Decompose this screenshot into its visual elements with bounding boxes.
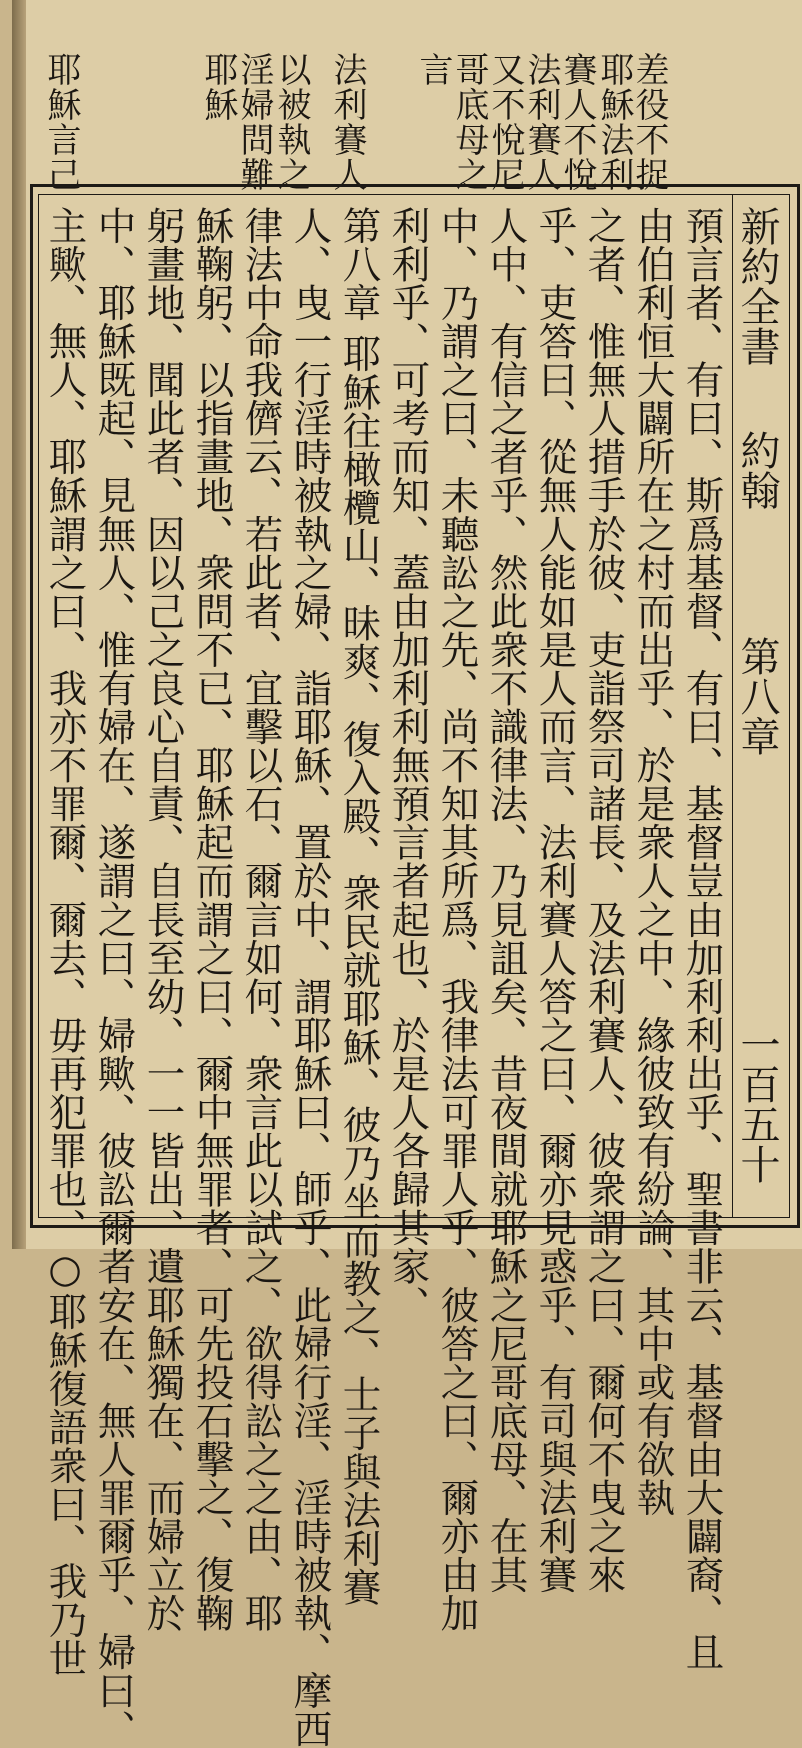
margin-note: 耶穌言己 — [41, 52, 81, 192]
page-number: 一百五十 — [734, 1024, 780, 1184]
text-column: 人、曳一行淫時被執之婦、詣耶穌、置於中、謂耶穌曰、師乎、此婦行淫、淫時被執、摩西 — [287, 206, 333, 1748]
text-column: 預言者、有曰、斯爲基督、有曰、基督豈由加利利出乎、聖書非云、基督由大闢裔、且 — [679, 206, 725, 1671]
text-column: 主歟、無人、耶穌謂之曰、我亦不罪爾、爾去、毋再犯罪也、○耶穌復語衆曰、我乃世 — [42, 206, 88, 1678]
text-column: 律法中命我儕云、若此者、宜擊以石、爾言如何、衆言此以試之、欲得訟之之由、耶 — [238, 206, 284, 1633]
text-column: 乎、吏答曰、從無人能如是人而言、法利賽人答之曰、爾亦見惑乎、有司與法利賽 — [532, 206, 578, 1594]
margin-note: 以被執之 — [271, 52, 311, 192]
margin-note: 又不悅尼 — [485, 52, 525, 192]
margin-note: 差役不捉 — [629, 52, 669, 192]
page-gutter — [12, 0, 26, 1249]
text-column: 人中、有信之者乎、然此衆不識律法、乃見詛矣、昔夜間就耶穌之尼哥底母、在其 — [483, 206, 529, 1594]
book-page — [12, 0, 802, 1748]
margin-note: 淫婦問難 — [234, 52, 274, 192]
margin-note: 法利賽人 — [521, 52, 561, 192]
chapter-label: 第八章 — [734, 636, 780, 756]
text-column: 中、乃謂之曰、未聽訟之先、尚不知其所爲、我律法可罪人乎、彼答之曰、爾亦由加 — [434, 206, 480, 1633]
margin-note: 耶穌 — [198, 52, 238, 122]
text-column: 第八章 耶穌往橄欖山、昧爽、復入殿、衆民就耶穌、彼乃坐而教之、士子與法利賽 — [336, 206, 382, 1607]
header-column-rule — [732, 194, 733, 1218]
margin-note: 言 — [413, 52, 453, 87]
text-column: 之者、惟無人措手於彼、吏詣祭司諸長、及法利賽人、彼衆謂之曰、爾何不曳之來 — [581, 206, 627, 1594]
text-column: 中、耶穌既起、見無人、惟有婦在、遂謂之曰、婦歟、彼訟爾者安在、無人罪爾乎、婦曰、 — [91, 206, 137, 1748]
margin-note: 耶穌法利 — [594, 52, 634, 192]
margin-note: 賽人不悅 — [557, 52, 597, 192]
text-column: 利利乎、可考而知、蓋由加利利無預言者起也、於是人各歸其家、 — [385, 206, 431, 1324]
text-column: 穌鞠躬、以指畫地、衆問不已、耶穌起而謂之曰、爾中無罪者、可先投石擊之、復鞠 — [189, 206, 235, 1633]
margin-note: 法利賽人 — [327, 52, 367, 192]
margin-note: 哥底母之 — [449, 52, 489, 192]
book-title: 新約全書 — [734, 206, 780, 366]
text-column: 躬畫地、聞此者、因以己之良心自責、自長至幼、一一皆出、遺耶穌獨在、而婦立於 — [140, 206, 186, 1633]
text-column: 由伯利恒大闢所在之村而出乎、於是衆人之中、緣彼致有紛論、其中或有欲執 — [630, 206, 676, 1517]
book-name: 約翰 — [734, 430, 780, 510]
